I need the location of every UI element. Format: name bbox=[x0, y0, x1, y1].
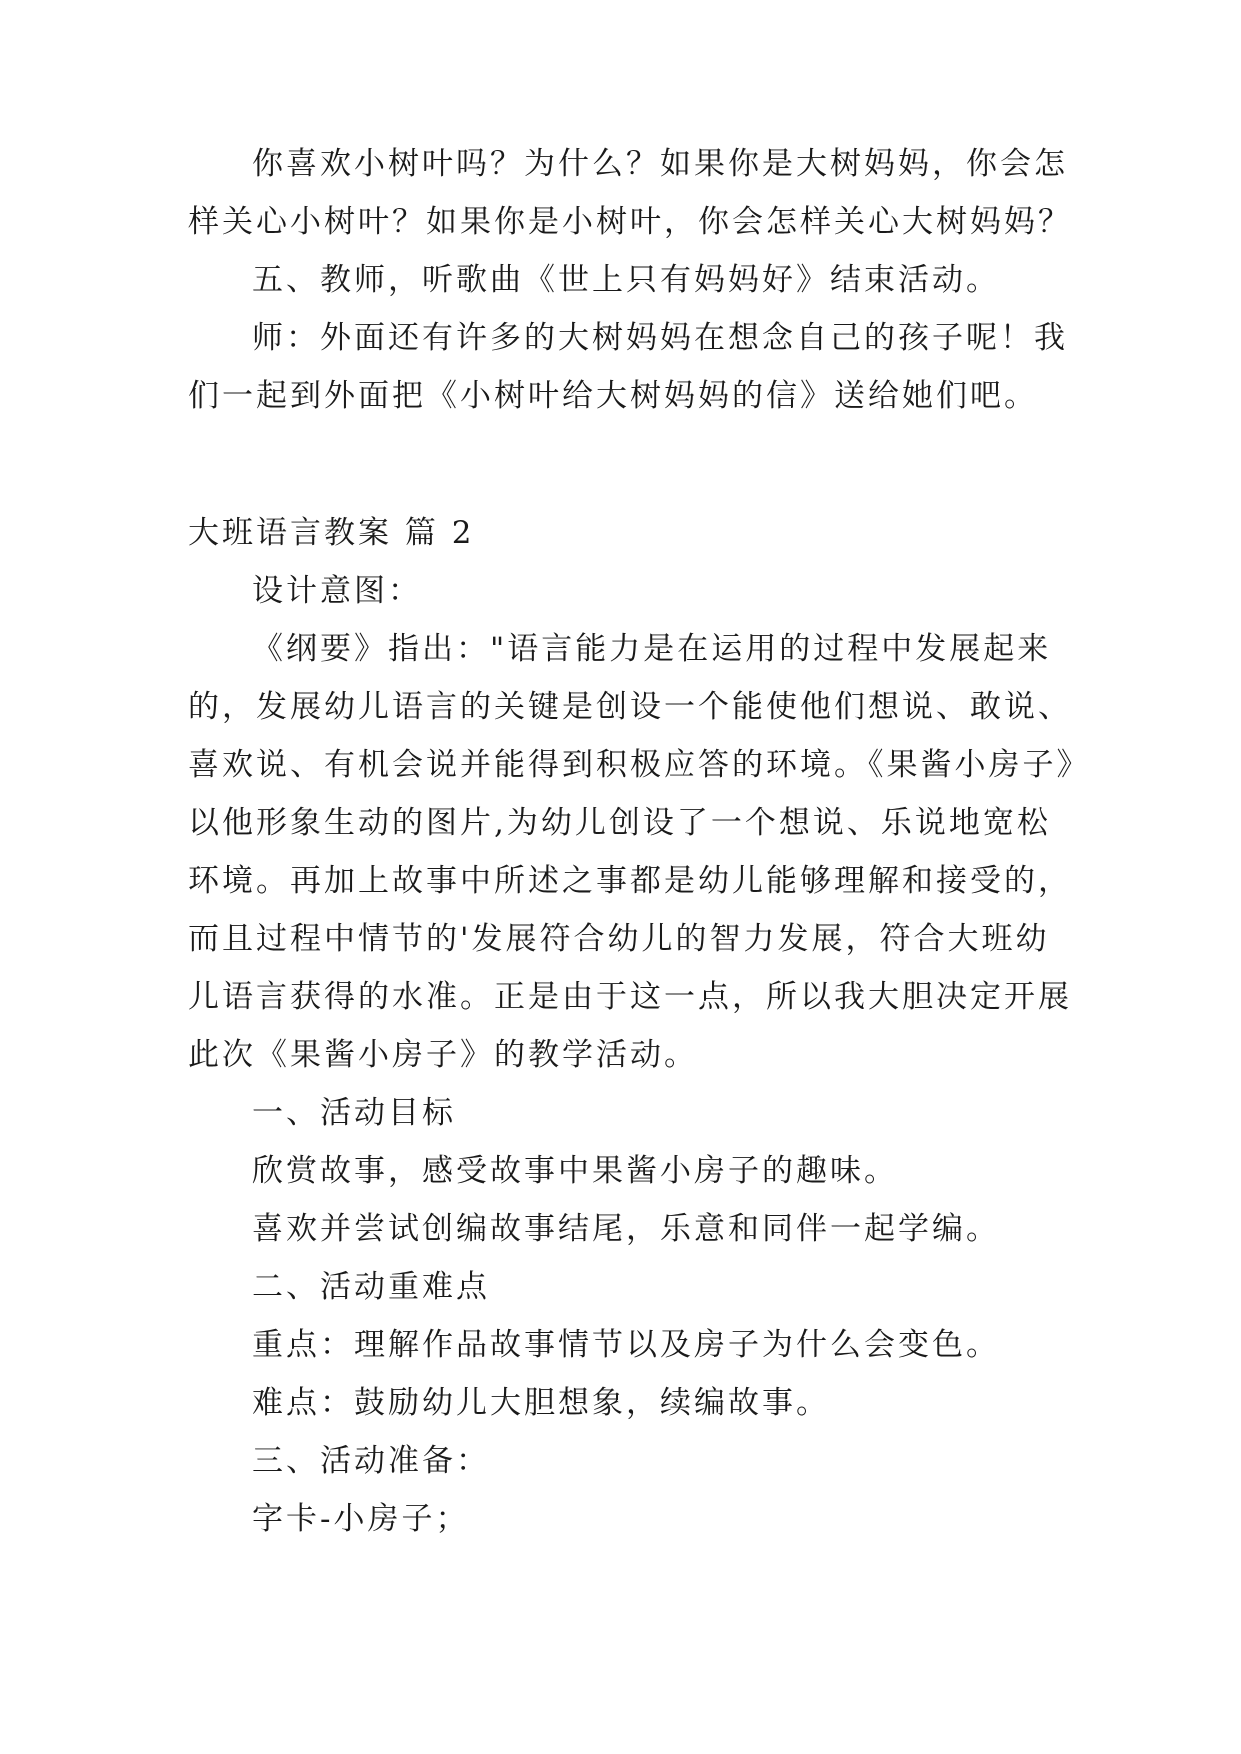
paragraph-question bbox=[188, 135, 1072, 251]
text-line: 三、活动准备： bbox=[252, 1443, 490, 1479]
goal-item bbox=[188, 1200, 1058, 1258]
text-line: 一、活动目标 bbox=[252, 1095, 456, 1131]
text-line: 喜欢说、有机会说并能得到积极应答的环境。《果酱小房子》 bbox=[188, 747, 1091, 783]
text-line: 二、活动重难点 bbox=[252, 1269, 490, 1305]
text-line: 们一起到外面把《小树叶给大树妈妈的信》送给她们吧。 bbox=[188, 378, 1038, 414]
text-line: 师：外面还有许多的大树妈妈在想念自己的孩子呢！我 bbox=[252, 320, 1068, 356]
focus-item bbox=[188, 1316, 1058, 1374]
text-line: 儿语言获得的水准。正是由于这一点，所以我大胆决定开展 bbox=[188, 979, 1072, 1015]
text-line: 此次《果酱小房子》的教学活动。 bbox=[188, 1037, 698, 1073]
text-line: 重点：理解作品故事情节以及房子为什么会变色。 bbox=[252, 1327, 1000, 1363]
goal-item bbox=[188, 1142, 1058, 1200]
difficulty-item bbox=[188, 1374, 1058, 1432]
text-line: 环境。再加上故事中所述之事都是幼儿能够理解和接受的， bbox=[188, 863, 1072, 899]
design-intent-label bbox=[188, 562, 1058, 620]
prep-heading bbox=[188, 1432, 1058, 1490]
text-line: 设计意图： bbox=[252, 573, 422, 609]
text-line: 以他形象生动的图片,为幼儿创设了一个想说、乐说地宽松 bbox=[188, 805, 1051, 841]
text-line: 《纲要》指出："语言能力是在运用的过程中发展起来 bbox=[252, 631, 1052, 667]
paragraph-step-five bbox=[188, 251, 1058, 309]
text-line: 喜欢并尝试创编故事结尾，乐意和同伴一起学编。 bbox=[252, 1211, 1000, 1247]
goals-heading bbox=[188, 1084, 1058, 1142]
text-line: 样关心小树叶？如果你是小树叶，你会怎样关心大树妈妈？ bbox=[188, 204, 1072, 240]
prep-item bbox=[188, 1490, 1058, 1548]
text-line: 而且过程中情节的'发展符合幼儿的智力发展，符合大班幼 bbox=[188, 921, 1050, 957]
text-line: 你喜欢小树叶吗？为什么？如果你是大树妈妈，你会怎 bbox=[252, 146, 1068, 182]
text-line: 欣赏故事，感受故事中果酱小房子的趣味。 bbox=[252, 1153, 898, 1189]
text-line: 的，发展幼儿语言的关键是创设一个能使他们想说、敢说、 bbox=[188, 689, 1072, 725]
section-heading bbox=[188, 504, 1058, 562]
text-line: 字卡-小房子； bbox=[252, 1501, 470, 1537]
text-line: 五、教师，听歌曲《世上只有妈妈好》结束活动。 bbox=[252, 262, 1000, 298]
paragraph-teacher-closing bbox=[188, 309, 1068, 425]
focus-heading bbox=[188, 1258, 1058, 1316]
text-line: 难点：鼓励幼儿大胆想象，续编故事。 bbox=[252, 1385, 830, 1421]
paragraph-outline bbox=[188, 620, 1091, 1084]
heading-text: 大班语言教案 篇 2 bbox=[188, 515, 475, 551]
